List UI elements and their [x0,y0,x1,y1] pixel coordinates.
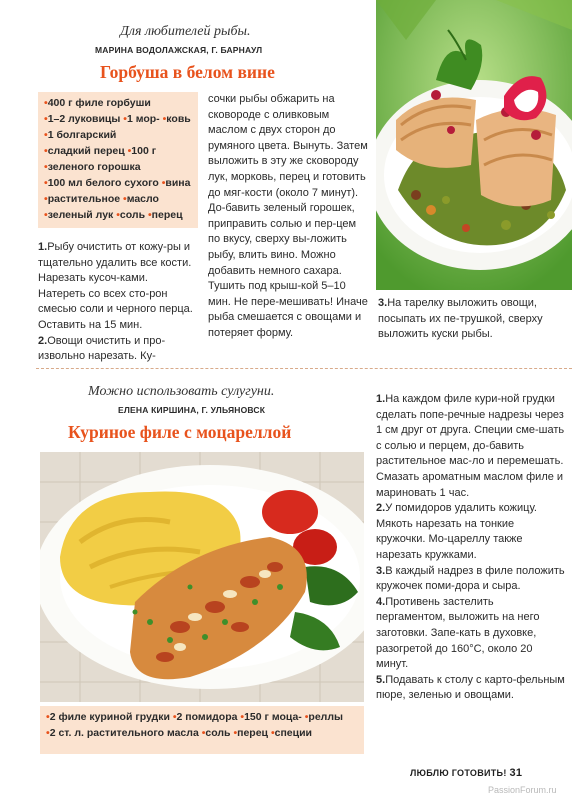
ingredient-text: перец [151,209,183,221]
ingredient-text: соль [205,727,231,739]
step-text: У помидоров удалить кожицу. Мякоть нарезать на тонкие кружочки. Мо-цареллу также нарезать кружками. [376,502,537,561]
bullet-dot-icon: • [44,129,48,141]
ingredient-text: специи [274,727,313,739]
recipe-step [378,296,564,343]
recipe1-ingredients [38,92,198,228]
bullet-dot-icon: • [127,145,132,157]
ingredient-item [44,145,125,157]
step-number: 2. [376,502,386,515]
ingredient-text: зеленого горошка [47,161,141,173]
bullet-dot-icon: • [147,209,152,221]
ingredient-item [128,145,157,157]
ingredient-text: 1 мор- [126,113,160,125]
recipe-step [376,564,566,595]
recipe-step [208,92,370,342]
ingredient-item [116,209,145,221]
ingredient-item [46,727,199,739]
step-text: Противень застелить пергаментом, выложить на него заготовки. Запе-кать в духовке, разогретой до 160°С, около 20 минут. [376,595,540,671]
page-footer [410,767,522,779]
bullet-dot-icon: • [201,727,206,739]
step-text: сочки рыбы обжарить на сковороде с оливковым маслом с двух сторон до румяного цвета. Вынуть. Затем выложить в эту же сковороду лук, морковь, перец и готовить до мяг-кости (около 7 минут). До-бавить зеленый горошек, приправить солью и пер-цем по вкусу, сверху вы-ложить рыбу, влить вино. Можно добавить немного сахара. Тушить под крыш-кой 5–10 мин. Не пере-мешивать! Иначе рыба смешается с овощами и потеряет форму. [208,93,368,339]
bullet-dot-icon: • [162,113,167,125]
bullet-dot-icon: • [233,727,238,739]
recipe1-steps-col1 [38,240,198,365]
step-number: 3. [378,297,388,309]
recipe-step [376,595,566,673]
bullet-dot-icon: • [304,711,309,723]
bullet-dot-icon: • [44,177,48,189]
recipe2-title: Куриное филе с моцареллой [68,422,292,442]
bullet-dot-icon: • [123,113,127,125]
bullet-dot-icon: • [44,209,48,221]
ingredient-text: соль [119,209,146,221]
bullet-dot-icon: • [270,727,275,739]
ingredient-item [148,209,183,221]
recipe-step [38,334,198,365]
ingredient-text: ковь [166,113,191,125]
ingredient-item [240,711,301,723]
ingredient-text: 150 г моца- [244,711,302,723]
bullet-dot-icon: • [116,209,120,221]
ingredient-item [44,97,151,109]
salmon-dish-illustration [376,0,572,290]
ingredient-text: 100 мл белого сухого [47,177,159,189]
recipe1-intro: Для любителей рыбы. [120,24,251,39]
ingredient-item [123,193,159,205]
bullet-dot-icon: • [240,711,245,723]
step-number: 4. [376,595,386,608]
ingredient-text: реллы [308,711,343,723]
chicken-photo [40,452,364,702]
section-divider [36,368,572,369]
ingredient-text: 1–2 луковицы [47,113,121,125]
step-text: Овощи очистить и про-извольно нарезать. Ку- [38,334,166,363]
ingredient-text: 2 ст. л. растительного масла [49,727,199,739]
step-text: Подавать к столу с карто-фельным пюре, зеленью и овощами. [376,673,565,702]
bullet-dot-icon: • [44,193,48,205]
bullet-dot-icon: • [46,711,50,723]
ingredient-item [202,727,231,739]
salmon-photo [376,0,572,290]
ingredient-item [123,113,159,125]
step-text: В каждый надрез в филе положить кружочек поми-дора и сыра. [376,564,565,593]
recipe-step [376,673,566,704]
ingredient-item [44,113,120,125]
recipe1-steps-col2 [208,92,370,342]
ingredient-text: 400 г филе горбуши [47,97,151,109]
bullet-dot-icon: • [44,97,48,109]
recipe1-title: Горбуша в белом вине [100,62,275,82]
step-number: 1. [38,241,48,253]
ingredient-item [233,727,268,739]
watermark: PassionForum.ru [488,785,557,795]
ingredient-item [46,711,170,723]
ingredient-text: 1 болгарский [47,129,117,141]
recipe2-author: ЕЛЕНА КИРШИНА, Г. УЛЬЯНОВСК [118,405,266,415]
step-number: 1. [376,393,386,405]
recipe1-steps-col3 [378,296,564,343]
bullet-dot-icon: • [46,727,50,739]
step-number: 3. [376,564,386,577]
ingredient-text: 2 филе куриной грудки [49,711,170,723]
bullet-dot-icon: • [44,113,48,125]
recipe-step [38,240,198,334]
ingredient-item [163,113,191,125]
step-text: Рыбу очистить от кожу-ры и тщательно удалить все кости. Нарезать кусоч-ками. Натереть со всех сто-рон смесью соли и черного перца. Оставить на 15 мин. [38,241,193,331]
magazine-name: ЛЮБЛЮ ГОТОВИТЬ! [410,768,507,778]
ingredient-text: растительное [47,193,121,205]
ingredient-item [305,711,343,723]
ingredient-text: вина [165,177,191,189]
bullet-dot-icon: • [161,177,166,189]
recipe1-author: МАРИНА ВОДОЛАЖСКАЯ, Г. БАРНАУЛ [95,45,263,55]
ingredient-text: сладкий перец [47,145,125,157]
bullet-dot-icon: • [44,161,48,173]
step-number: 2. [38,334,48,347]
bullet-dot-icon: • [172,711,177,723]
recipe-step [376,501,566,563]
bullet-dot-icon: • [44,145,48,157]
ingredient-text: 100 г [131,145,157,157]
ingredient-text: 2 помидора [176,711,238,723]
page-number: 31 [509,767,523,779]
ingredient-item [44,209,113,221]
ingredient-item [271,727,312,739]
ingredient-item [44,129,116,141]
step-text: На каждом филе кури-ной грудки сделать попе-речные надрезы через 1 см друг от друга. Специи сме-шать с солью и перцем, до-бавить растительное мас-ло и перемешать. Смазать ароматным маслом филе и мариновать 1 час. [376,393,565,499]
chicken-dish-illustration [40,452,364,702]
step-text: На тарелку выложить овощи, посыпать их пе-трушкой, сверху выложить куски рыбы. [378,297,543,341]
ingredient-item [44,161,141,173]
recipe-step [376,392,566,501]
ingredient-text: перец [237,727,269,739]
bullet-dot-icon: • [123,193,127,205]
ingredient-text: зеленый лук [47,209,114,221]
ingredient-item [173,711,238,723]
step-number: 5. [376,673,386,686]
recipe2-steps [376,392,566,704]
recipe2-ingredients [40,706,364,754]
ingredient-item [162,177,191,189]
ingredient-item [44,177,159,189]
recipe2-intro: Можно использовать сулугуни. [88,384,275,399]
ingredient-item [44,193,120,205]
ingredient-text: масло [126,193,159,205]
